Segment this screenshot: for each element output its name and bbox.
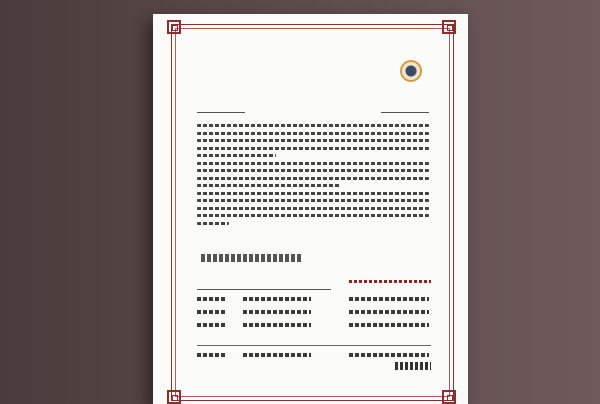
paragraph — [197, 124, 429, 157]
text-line — [197, 132, 429, 135]
subtitle-row — [197, 104, 429, 118]
row-key — [197, 323, 227, 327]
row-value — [243, 310, 311, 314]
text-line — [197, 192, 429, 195]
divider — [197, 289, 331, 290]
table-row — [197, 322, 431, 328]
text-line — [197, 154, 276, 157]
text-line — [197, 169, 429, 172]
corner-ornament-icon — [442, 390, 456, 404]
document-sheet — [153, 14, 468, 404]
row-value — [349, 323, 429, 327]
text-line — [197, 162, 429, 165]
row-value — [349, 310, 429, 314]
seal-emblem-icon — [400, 60, 422, 82]
corner-ornament-icon — [167, 20, 181, 34]
text-line — [197, 207, 429, 210]
table-row — [197, 296, 431, 302]
corner-ornament-icon — [442, 20, 456, 34]
text-line — [197, 124, 429, 127]
corner-ornament-icon — [167, 390, 181, 404]
row-key — [197, 310, 227, 314]
table-row — [197, 309, 431, 315]
row-value — [243, 353, 311, 357]
row-value — [243, 323, 311, 327]
right-column-heading — [349, 280, 431, 283]
text-line — [197, 184, 341, 187]
divider — [197, 112, 245, 113]
text-line — [197, 139, 429, 142]
text-line — [197, 147, 429, 150]
text-line — [197, 199, 429, 202]
row-key — [197, 297, 227, 301]
signature-stamp — [395, 362, 431, 370]
body-paragraphs — [197, 124, 429, 229]
divider — [197, 345, 431, 346]
text-line — [197, 177, 429, 180]
text-line — [197, 214, 429, 217]
text-line — [197, 222, 229, 225]
paragraph — [197, 162, 429, 188]
signoff-line — [201, 254, 301, 262]
row-key — [197, 353, 227, 357]
row-value — [349, 353, 429, 357]
row-value — [243, 297, 311, 301]
divider — [381, 112, 429, 113]
paragraph — [197, 192, 429, 225]
row-value — [349, 297, 429, 301]
table-row — [197, 352, 431, 358]
